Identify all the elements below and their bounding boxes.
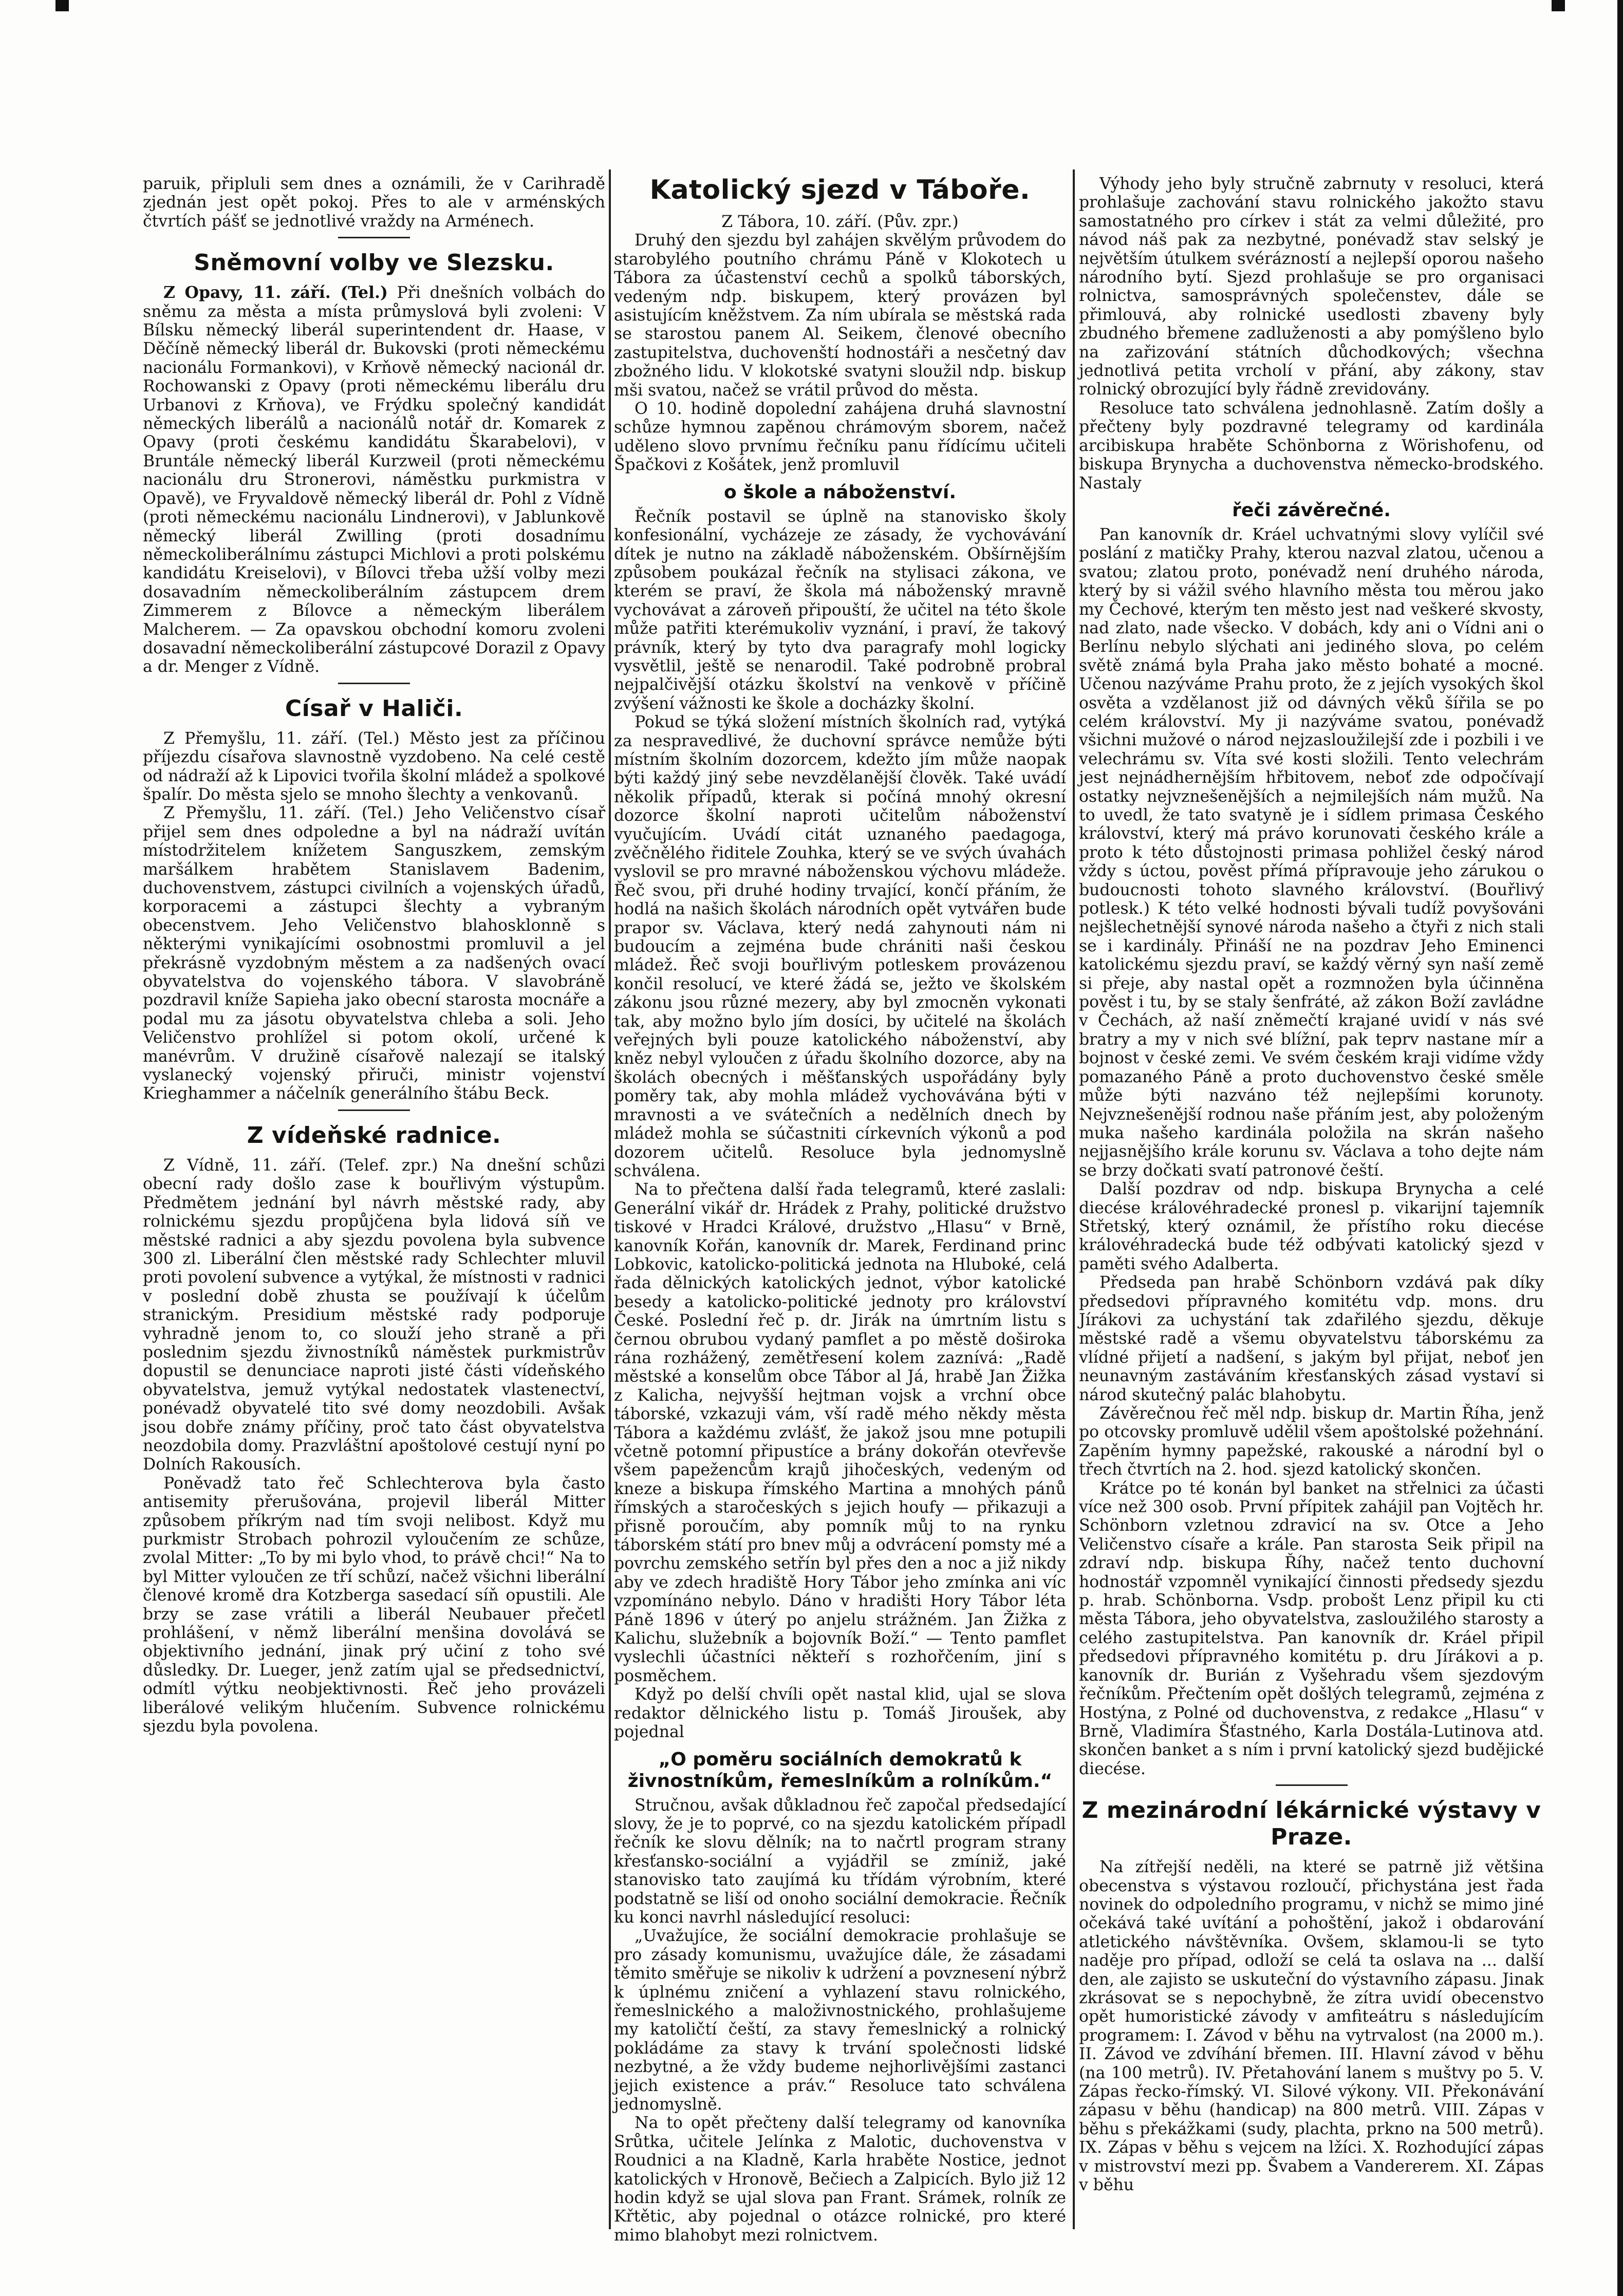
article-paragraph: Z Vídně, 11. září. (Telef. zpr.) Na dnešní schůzi obecní rady došlo zase k bouřlivým výstupům. Předmětem jednání byl návrh městské rady, aby rolnickému sjezdu propůjčena byla lidová síň ve městské radnici a aby sjezdu povolena byla subvence 300 zl. Liberální člen městské rady Schlechter mluvil proti povolení subvence a vytýkal, že místnosti v radnici v poslední době zhusta se používají k účelům stranickým. Presidium městské rady podporuje vyhradně jenom to, co slouží jeho straně a při poslednim sjezdu živnostníků náměstek purkmistrův dopustil se denunciace naproti jisté části vídeňského obyvatelstva, jemuž vytýkal nedostatek vlastenectví, ponévadž obyvatelé tito své domy neozdobili. Avšak jsou dobře známy příčiny, proč tato část obyvatelstva neozdobila domy. Prazvláštní apoštolové cestují nyní po Dolních Rakousích. [143, 1156, 605, 1474]
subheading-reci-zaverecne: řeči závěrečné. [1232, 499, 1391, 521]
edge-mark-right [1552, 0, 1565, 11]
headline-lekarnicka-vystava: Z mezinárodní lékárnické výstavy v Praze. [1081, 1797, 1541, 1851]
article-paragraph: Závěrečnou řeč měl ndp. biskup dr. Martin Říha, jenž po otcovsky promluvě udělil všem apoštolské požehnání. Zapěním hymny papežské, rakouské a národní byl o třech čtvrtích na 2. hod. sjezd katolický skončen. [1079, 1404, 1544, 1479]
article-paragraph: Na zítřejší neděli, na které se patrně již většina obecenstva s výstavou rozloučí, přichystána jest řada novinek do odpoledního programu, v nichž se mimo jiné očekává také uvítání a pohoštění, jakož i obdarování atletického návštěvníka. Ovšem, sklamou-li se tyto naděje pro případ, odloží se celá ta oslava na ... další den, ale zajisto se uskuteční do výstavního zápasu. Jinak zkrásovat se s nepochybně, že zítra uvidí obecenstvo opět humoristické závody v amfiteátru s následujícím programem: I. Závod v běhu na vytrvalost (na 2000 m.). II. Závod ve zdvíhání břemen. III. Hlavní závod v běhu (na 100 metrů). IV. Přetahování lanem s muštvy po 5. V. Zápas řecko-římský. VI. Silové výkony. VII. Překonávání zápasu v běhu (handicap) na 800 metrů. VIII. Zápas v běhu s překážkami (sudy, plachta, prkno na 500 metrů). IX. Zápas v běhu s vejcem na lžíci. X. Rozhodující zápas v mistrovství mezi pp. Švabem a Vandererem. XI. Zápas v běhu [1079, 1858, 1544, 2195]
subheading-o-pomeru: „O poměru sociálních demokratů k živnostníkům, řemeslníkům a rolníkům.“ [627, 1748, 1053, 1792]
article-paragraph [143, 284, 605, 676]
article-paragraph: Z Přemyšlu, 11. září. (Tel.) Město jest za příčinou příjezdu císařova slavnostně vyzdobeno. Na celé cestě od nádraží až k Lipovici tvořila školní mládež a spolkové špalír. Do města sjelo se mnoho šlechty a venkovanů. [143, 729, 605, 804]
article-paragraph: Na to opět přečteny další telegramy od kanovníka Srůtka, učitele Jelínka z Malotic, duchovenstva v Roudnici a na Kladně, Karla hraběte Nostice, jednot katolických v Hronově, Bečiech a Zalpicích. Bylo již 12 hodin když se ujal slova pan Frant. Srámek, rolník ze Křtětic, aby pojednal o otázce rolnické, pro které mimo blahobyt mezi rolnictvem. [614, 2114, 1066, 2245]
article-paragraph: Předseda pan hrabě Schönborn vzdává pak díky předsedovi přípravného komitétu vdp. mons. dru Jírákovi za uchystání tak zdařilého sjezdu, děkuje městské radě a všemu obyvatelstvu táborskému za vlídné přijetí a nadšení, s jakým byl přijat, neboť jen neunavným zastáváním křesťanských zásad vystaví si národ skutečný palác blahobytu. [1079, 1273, 1544, 1404]
separator-rule [338, 237, 410, 238]
article-paragraph: Krátce po té konán byl banket na střelnici za účasti více než 300 osob. První přípitek zahájil pan Vojtěch hr. Schönborn vzletnou zdravicí na sv. Otce a Jeho Veličenstvo císaře a krále. Pan starosta Seik připil na zdraví ndp. biskupa Říhy, načež tento duchovní hodnostář vzpomněl vynikající činnosti předsedy sjezdu p. hrab. Schönborna. Vsdp. probošt Lenz připil ku cti města Tábora, jeho obyvatelstva, zasloužilého starosty a celého zastupitelstva. Pan kanovník dr. Kráel připil předsedovi přípravného komitétu p. dru Jírákovi a p. kanovník dr. Burián z Vyšehradu všem sjezdovým řečníkům. Přečtením opět došlých telegramů, zejména z Hostýna, z Polné od duchovenstva, z redakce „Hlasu“ v Brně, Vladimíra Šťastného, Karla Dostála-Lutinova atd. skončen banket a s ním i první katolický sjezd budějické diecése. [1079, 1479, 1544, 1778]
article-paragraph: Když po delší chvíli opět nastal klid, ujal se slova redaktor dělnického listu p. Tomáš Jiroušek, aby pojednal [614, 1685, 1066, 1742]
column-divider-2 [1073, 170, 1075, 2229]
column-right [1079, 175, 1544, 2229]
article-paragraph: Výhody jeho byly stručně zabrnuty v resoluci, která prohlašuje zachování stavu rolnického jakožto stavu samostatného pro církev i stát za velmi důležité, pro návod náš pak za nezbytné, ponévadž stav selský je největším útulkem svérázností a nejlepší oporou našeho národního bytí. Sjezd prohlašuje se pro organisaci rolnictva, samosprávných společenstev, dále se přimlouvá, aby rolnické usedlosti zbaveny byly zbudného břemene zadluženosti a aby pomýšleno bylo na zařizování státních důchodkových; všechna jednotlivá petita vrcholí v přání, aby zákony, stav rolnický obrozující byly řádně zrevidovány. [1079, 175, 1544, 399]
right-edge-bar [1617, 0, 1623, 2296]
intro-text: paruik, připluli sem dnes a oznámili, že v Carihradě zjednán jest opět pokoj. Přes to ale v arménských čtvrtích pášť se jednotlivé vraždy na Arménech. [143, 175, 605, 231]
separator-rule [338, 683, 410, 684]
article-paragraph: Pan kanovník dr. Kráel uchvatnými slovy vylíčil své poslání z matičky Prahy, kterou nazval zlatou, učenou a svatou; zlatou proto, ponévadž není druhého národa, který by si vážil svého hlavního města tou měrou jako my Čechové, kterým ten město jest nad veškeré skvosty, nad zlato, nade všecko. V dobách, kdy ani o Vídni ani o Berlínu nebylo slýchati ani jediného slova, po celém světě známá byla Praha jako město bohaté a mocné. Učenou nazýváme Prahu proto, že z jejích vysokých škol osvěta a vzdělanost již od dávných věků šířila se po celém království. My ji nazýváme svatou, ponévadž všichni mužové o národ nejzasloužilejší zde i pozbili i ve velechrámu sv. Víta své kosti složili. Tento velechrám jest nejnádhernějším hřbitovem, neboť zde odpočívají ostatky nejvznešenějších a nejmilejších nám mužů. Na to uvedl, že tato svatyně je i sídlem primasa Českého království, který má právo korunovati českého krále a proto k této důstojnosti primasa pohližel český národ vždy s úctou, pověst přímá přípravouje jeho zárukou o budoucnosti tohoto slavného království. (Bouřlivý potlesk.) K této velké hodnosti bývali tudíž povyšováni nejšlechetnější synové národa našeho a čtyři z nich stali se i kardinály. Přináší ne na pozdrav Jeho Eminenci katolickému sjezdu praví, se každý věrný syn naší země si přeje, aby nastal opět a rozmnožen byla účinněna pověst i tu, by se staly šenfráté, až zákon Boží zavládne v Čechách, až naší zněmečtí krajané uvidí v nás své bratry a my v nich své blížní, pak teprv nastane mír a bojnost v české zemi. Ve svém českém kraji vidíme vždy pomazaného Páně a proto duchovenstvo české směle může býti nazváno též nejlepšími korunoty. Nejvznešenější rodnou naše přáním jest, aby položeným muka našeho kardinála položila na skrán našeho nejjasnějšího krále korunu sv. Václava a toho dejte nám se brzy dočkati svatí patronové čeští. [1079, 525, 1544, 1180]
column-left [143, 175, 605, 2229]
article-paragraph: O 10. hodině dopolední zahájena druhá slavnostní schůze hymnou zapěnou chrámovým sborem, načež uděleno slovo prvnímu řečníku panu řídícímu učiteli Špačkovi z Košátek, jenž promluvil [614, 400, 1066, 475]
article-body: Při dnešních volbách do sněmu za města a místa průmyslová byli zvoleni: V Bílsku německý liberál superintendent dr. Haase, v Děčíně německý liberál dr. Bukovski (proti německému nacionálu Formankovi), v Krňově německý nacionál dr. Rochowanski z Opavy (proti německému liberálu dru Urbanovi z Krňova), ve Frýdku společný kandidát německých liberálů a nacionálů notář dr. Komarek z Opavy (proti českému kandidátu Škarabelovi), v Bruntále německý liberál Kurzweil (proti německému nacionálu dru Stronerovi, náměstku purkmistra v Opavě), ve Fryvaldově německý liberál dr. Pohl z Vídně (proti německému nacionálu Lindnerovi), v Jablunkově německý liberál Zwilling (proti dosadnímu německoliberálnímu zástupci Michlovi a proti polskému kandidátu Kreiselovi), v Bílovci třeba užší volby mezi dosavadním německoliberálním zástupcem drem Zimmerem z Bílovce a německým liberálem Malcherem. — Za opavskou obchodní komoru zvoleni dosavadní německoliberální zástupcové Dorazil z Opavy a dr. Menger z Vídně. [143, 284, 605, 676]
article-paragraph: Pokud se týká složení místních školních rad, vytýká za nespravedlivé, že duchovní správce nemůže býti místním školním dozorcem, kdežto jím může naopak býti každý jiný sebe nevzdělanější člověk. Také uvádí několik případů, kterak si počíná mnohý okresní dozorce školní naproti učitelům náboženství vyučujícím. Uvádí citát uznaného paedagoga, zvěčnělého řiditele Zouhka, který se ve svých úvahách vyslovil se pro mravné náboženskou výchovu mládeže. Řeč svou, při druhé hodiny trvající, končí přáním, že hodlá na našich školách národních opět vytvářen bude prapor sv. Václava, který nedá zahynouti nám ni budoucím a zejména bude chrániti naši českou mládež. Řeč svoji bouřlivým potleskem provázenou končil resolucí, ve které žádá se, ježto ve školském zákonu jsou různé mezery, aby byl zmocněn vykonati tak, aby možno bylo jím dosíci, by učitelé na školách veřejných byli pouze katolického náboženství, aby kněz nebyl vyloučen z úřadu školního dozorce, aby na školách obecných i měšťanských uspořádány byly poměry tak, aby mohla mládež vychovávána býti v mravnosti a ve svátečních a nedělních dnech by mládež mohla se súčastniti církevních výkonů a pod dozorem učitelů. Resoluce byla jednomyslně schválena. [614, 713, 1066, 1180]
edge-mark-left [55, 0, 69, 11]
separator-rule [1276, 1784, 1348, 1786]
article-paragraph: Druhý den sjezdu byl zahájen skvělým průvodem do starobylého poutního chrámu Páně v Klokotech u Tábora za účastenství cechů a spolků táborských, vedeným ndp. biskupem, který provázen byl asistujícím kněžstvem. Za ním ubírala se městská rada se starostou panem Al. Seikem, členové obecního zastupitelstva, duchovenští hodnostáři a nesčetný dav zbožného lidu. V klokotské svatyni sloužil ndp. biskup mši svatou, načež se vrátil průvod do města. [614, 231, 1066, 400]
article-paragraph: Resoluce tato schválena jednohlasně. Zatím došly a přečteny byly pozdravné telegramy od kardinála arcibiskupa hraběte Schönborna z Wörishofenu, od biskupa Brynycha a duchovenstva německo-brodského. Nastaly [1079, 399, 1544, 493]
article-paragraph: Další pozdrav od ndp. biskupa Brynycha a celé diecése královéhradecké pronesl p. vikarijní tajemník Střetský, který oznámil, že přístího roku diecése královéhradecká bude též odbývati katolický sjezd v paměti svého Adalberta. [1079, 1180, 1544, 1273]
dateline: Z Opavy, 11. září. (Tel.) [163, 283, 388, 303]
headline-cisar-v-halici: Císař v Haliči. [285, 695, 463, 722]
article-paragraph: „Uvažujíce, že sociální demokracie prohlašuje se pro zásady komunismu, uvažujíce dále, že zásadami těmito směřuje se nikoliv k udržení a povznesení nýbrž k úplnému zničení a vyhlazení stavu rolnického, řemeslnického a maloživnostnického, prohlašujeme my katoličtí čeští, za stavy řemeslnický a rolnický pokládáme za stavy k trvání společnosti lidské nezbytné, a že vždy budeme nejhorlivějšími zastanci jejich existence a práv.“ Resoluce tato schválena jednomyslně. [614, 1927, 1066, 2114]
article-paragraph: Stručnou, avšak důkladnou řeč započal předsedající slovy, že je to poprvé, co na sjezdu katolickém případl řečník ke slovu dělník; na to načrtl program strany křesťansko-sociální a vyjádřil se zmíniž, jaké stanovisko tato zaujímá ku třídám výrobním, které podstatně se liší od onoho sociální demokracie. Řečník ku konci navrhl následující resoluci: [614, 1796, 1066, 1927]
headline-z-videnske-radnice: Z vídeňské radnice. [247, 1122, 501, 1149]
article-paragraph: Řečník postavil se úplně na stanovisko školy konfesionální, vycházeje ze zásady, že vychovávání dítek je nutno na základě náboženském. Obšírnějším způsobem poukázal řečník na stylisaci zákona, ve kterém se praví, že škola má náboženský mravně vychovávat a zároveň připouští, že učitel na této škole může patřiti kterémukoliv vyznání, i praví, že takový právník, který by tyto dva paragrafy mohl logicky vysvětlil, ještě se nenarodil. Také podrobně probral nejpalčivější otázku školství na venkově v příčině zvýšení vážnosti ke škole a docházky školní. [614, 507, 1066, 713]
byline: Z Tábora, 10. září. (Pův. zpr.) [721, 213, 959, 231]
article-paragraph: Poněvadž tato řeč Schlechterova byla často antisemity přerušována, projevil liberál Mitter způsobem příkrým nad tím svoji nelibost. Když mu purkmistr Strobach pohrozil vyloučením ze schůze, zvolal Mitter: „To by mi bylo vhod, to právě chci!“ Na to byl Mitter vyloučen ze tří schůzí, načež všichni liberální členové kromě dra Kotzberga sasedací síň opustili. Ale brzy se zase vrátili a liberál Neubauer přečetl prohlášení, v němž liberální menšina dovolává se objektivního jednání, jinak prý učiní z toho své důsledky. Dr. Lueger, jenž zatím ujal se předsednictví, odmítl výtku neobjektivnosti. Řeč jeho provázeli liberálové velikým hlučením. Subvence rolnickému sjezdu byla povolena. [143, 1474, 605, 1736]
separator-rule [338, 1109, 410, 1111]
headline-snemovni-volby: Sněmovní volby ve Slezsku. [194, 250, 554, 276]
subheading-o-skole: o škole a náboženství. [723, 481, 957, 503]
column-middle [614, 175, 1066, 2245]
article-paragraph: Z Přemyšlu, 11. září. (Tel.) Jeho Veličenstvo císař přijel sem dnes odpoledne a byl na nádraží uvítán místodržitelem knížetem Sanguszkem, zemským maršálkem hrabětem Stanislavem Badenim, duchovenstvem, zástupci civilních a vojenských úřadů, korporacemi a zástupci šlechty a vybraným obecenstvem. Jeho Veličenstvo blahosklonně s některými vynikajícími osobnostmi promluvil a jel překrásně vyzdobným městem a za nadšených ovací obyvatelstva do vojenského tábora. V slavobráně pozdravil kníže Sapieha jako obecní starosta mocnáře a podal mu za jásotu obyvatelstva chleba a soli. Jeho Veličenstvo prohlížel si potom okolí, určené k manévrům. V družině císařově nalezají se italský vyslanecký vojenský přiruči, ministr vojenství Krieghammer a náčelník generálního štábu Beck. [143, 804, 605, 1103]
article-paragraph: Na to přečtena další řada telegramů, které zaslali: Generální vikář dr. Hrádek z Prahy, politické družstvo tiskové v Hradci Králové, družstvo „Hlasu“ v Brně, kanovník Kořán, kanovník dr. Marek, Ferdinand princ Lobkovic, katolicko-politická jednota na Hluboké, celá řada dělnických katolických jednot, výbor katolické besedy a katolicko-politické jednoty pro království České. Poslední řeč p. dr. Jirák na úmrtním listu s černou obrubou vydaný pamflet a po městě doširoka rána rozhážený, zemětřesení kolem zaznívá: „Radě městské a konselům obce Tábor al Já, hrabě Jan Žižka z Kalicha, nejvyšší hejtman vojsk a vrchní obce táborské, vzkazuji vám, vší radě mého někdy města Tábora a každému zvlášť, že jakož jsou mne potupili včetně potomní připustíce a brány dokořán otevřevše všem papežencům krajů jihočeských, vedeným od kneze a biskupa římského Martina a mnohých pánů římských a staročeských s jejich houfy — přikazuji a přisně poroučím, aby pomník můj to na rynku táborském státí pro bnev můj a odvrácení pomsty mé a povrchu zemského setřín byl přes den a noc a již nikdy aby ve zdech hradiště Hory Tábor jeho zmínka ani víc vzpomínáno nebylo. Dáno v hradišti Hory Tábor léta Páně 1896 v úterý po anjelu strážném. Jan Žižka z Kalichu, služebník a bojovník Boží.“ — Tento pamflet vyslechli účastníci někteří s rozhořčením, jiní s posměchem. [614, 1180, 1066, 1685]
column-divider-1 [609, 170, 611, 2229]
headline-katolicky-sjezd: Katolický sjezd v Táboře. [649, 175, 1031, 205]
